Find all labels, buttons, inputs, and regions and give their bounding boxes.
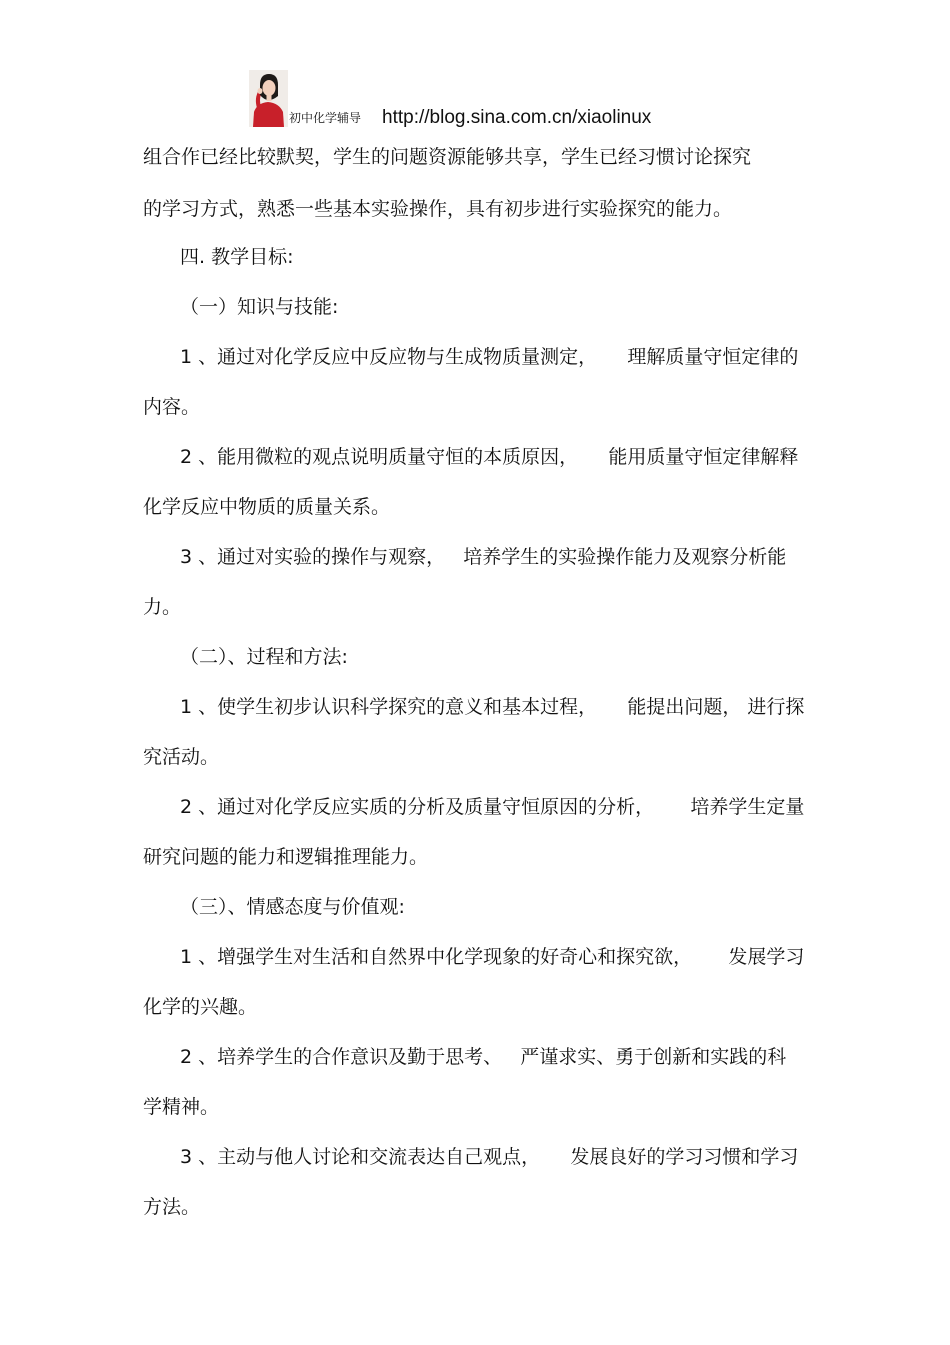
list-item-line: 学精神。	[143, 1096, 220, 1118]
list-item-line: 2 、通过对化学反应实质的分析及质量守恒原因的分析， 培养学生定量	[180, 796, 805, 818]
list-item-line: 化学反应中物质的质量关系。	[143, 496, 391, 518]
list-item-line: 3 、通过对实验的操作与观察， 培养学生的实验操作能力及观察分析能	[180, 546, 787, 568]
page-header	[249, 70, 769, 128]
subsection-heading: （一）知识与技能:	[180, 296, 339, 318]
list-item-line: 2 、能用微粒的观点说明质量守恒的本质原因， 能用质量守恒定律解释	[180, 446, 799, 468]
paragraph-line: 的学习方式，熟悉一些基本实验操作，具有初步进行实验探究的能力。	[143, 198, 733, 220]
list-item-line: 1 、增强学生对生活和自然界中化学现象的好奇心和探究欲， 发展学习	[180, 946, 805, 968]
subsection-heading: （三）、情感态度与价值观:	[180, 896, 405, 918]
list-item-line: 力。	[143, 596, 182, 618]
list-item-line: 3 、主动与他人讨论和交流表达自己观点， 发展良好的学习习惯和学习	[180, 1146, 799, 1168]
list-item-line: 2 、培养学生的合作意识及勤于思考、 严谨求实、勇于创新和实践的科	[180, 1046, 787, 1068]
subsection-heading: （二）、过程和方法:	[180, 646, 348, 668]
paragraph-line: 组合作已经比较默契，学生的问题资源能够共享，学生已经习惯讨论探究	[143, 146, 752, 168]
list-item-line: 研究问题的能力和逻辑推理能力。	[143, 846, 429, 868]
person-photo-icon-graphic	[249, 70, 288, 127]
list-item-line: 究活动。	[143, 746, 220, 768]
list-item-line: 1 、使学生初步认识科学探究的意义和基本过程， 能提出问题， 进行探	[180, 696, 805, 718]
list-item-line: 1 、通过对化学反应中反应物与生成物质量测定， 理解质量守恒定律的	[180, 346, 799, 368]
list-item-line: 内容。	[143, 396, 201, 418]
list-item-line: 方法。	[143, 1196, 201, 1218]
list-item-line: 化学的兴趣。	[143, 996, 258, 1018]
site-name: 初中化学辅导	[289, 111, 362, 125]
blog-url: http://blog.sina.com.cn/xiaolinux	[382, 107, 652, 128]
section-heading: 四. 教学目标:	[180, 246, 294, 268]
person-photo-icon	[249, 70, 288, 127]
